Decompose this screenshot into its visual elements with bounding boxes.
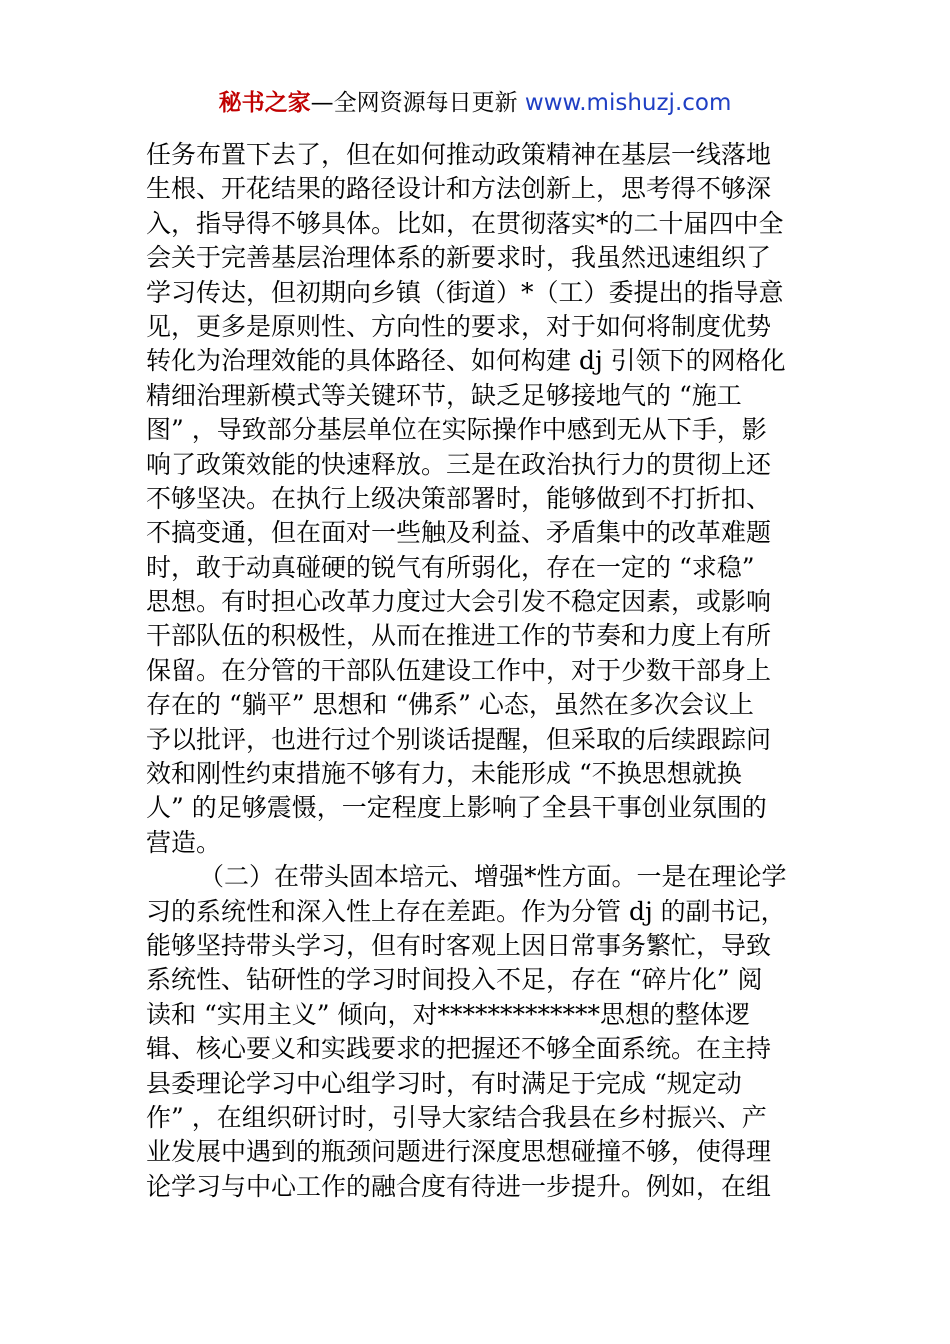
header-slogan: —全网资源每日更新 bbox=[310, 90, 525, 116]
text-line: 辑、核心要义和实践要求的把握还不够全面系统。在主持 bbox=[146, 1034, 772, 1064]
text-line: 思想。有时担心改革力度过大会引发不稳定因素，或影响 bbox=[146, 587, 772, 617]
text-line: 习的系统性和深入性上存在差距。作为分管 dj 的副书记， bbox=[146, 896, 786, 926]
text-line: 图” ，导致部分基层单位在实际操作中感到无从下手，影 bbox=[146, 415, 767, 445]
text-line: 任务布置下去了，但在如何推动政策精神在基层一线落地 bbox=[146, 140, 772, 169]
text-line: 响了政策效能的快速释放。三是在政治执行力的贯彻上还 bbox=[146, 449, 772, 479]
brand-name: 秘书之家 bbox=[218, 90, 311, 116]
text-line: 营造。 bbox=[146, 827, 222, 857]
text-line: 效和刚性约束措施不够有力，未能形成 “不换思想就换 bbox=[146, 759, 742, 789]
section-heading-line: （二）在带头固本培元、增强*性方面。一是在理论学 bbox=[199, 862, 787, 892]
site-url-link[interactable]: www.mishuzj.com bbox=[524, 90, 732, 116]
site-header bbox=[0, 86, 950, 120]
text-line: 入，指导得不够具体。比如，在贯彻落实*的二十届四中全 bbox=[146, 208, 784, 238]
text-line: 不够坚决。在执行上级决策部署时，能够做到不打折扣、 bbox=[146, 483, 772, 513]
text-line: 精细治理新模式等关键环节，缺乏足够接地气的 “施工 bbox=[146, 380, 742, 410]
document-body bbox=[146, 138, 806, 1204]
text-line: 读和 “实用主义” 倾向，对*************思想的整体逻 bbox=[146, 999, 750, 1029]
text-line: 不搞变通，但在面对一些触及利益、矛盾集中的改革难题 bbox=[146, 518, 772, 548]
text-line: 保留。在分管的干部队伍建设工作中，对于少数干部身上 bbox=[146, 655, 772, 685]
text-line: 论学习与中心工作的融合度有待进一步提升。例如，在组 bbox=[146, 1171, 772, 1201]
text-line: 系统性、钻研性的学习时间投入不足，存在 “碎片化” 阅 bbox=[146, 965, 763, 995]
text-line: 干部队伍的积极性，从而在推进工作的节奏和力度上有所 bbox=[146, 621, 772, 651]
text-line: 业发展中遇到的瓶颈问题进行深度思想碰撞不够，使得理 bbox=[146, 1137, 772, 1167]
text-line: 作” ，在组织研讨时，引导大家结合我县在乡村振兴、产 bbox=[146, 1102, 767, 1132]
text-line: 学习传达，但初期向乡镇（街道）*（工）委提出的指导意 bbox=[146, 277, 784, 307]
text-line: 县委理论学习中心组学习时，有时满足于完成 “规定动 bbox=[146, 1068, 742, 1098]
text-line: 转化为治理效能的具体路径、如何构建 dj 引领下的网格化 bbox=[146, 346, 786, 376]
text-line: 生根、开花结果的路径设计和方法创新上，思考得不够深 bbox=[146, 174, 772, 204]
text-line: 能够坚持带头学习，但有时客观上因日常事务繁忙，导致 bbox=[146, 930, 772, 960]
text-line: 人” 的足够震慑，一定程度上影响了全县干事创业氛围的 bbox=[146, 793, 767, 823]
text-line: 会关于完善基层治理体系的新要求时，我虽然迅速组织了 bbox=[146, 243, 772, 273]
text-line: 时，敢于动真碰硬的锐气有所弱化，存在一定的 “求稳” bbox=[146, 552, 755, 582]
text-line: 予以批评，也进行过个别谈话提醒，但采取的后续跟踪问 bbox=[146, 724, 772, 754]
text-line: 见，更多是原则性、方向性的要求，对于如何将制度优势 bbox=[146, 311, 772, 341]
text-line: 存在的 “躺平” 思想和 “佛系” 心态，虽然在多次会议上 bbox=[146, 690, 754, 720]
